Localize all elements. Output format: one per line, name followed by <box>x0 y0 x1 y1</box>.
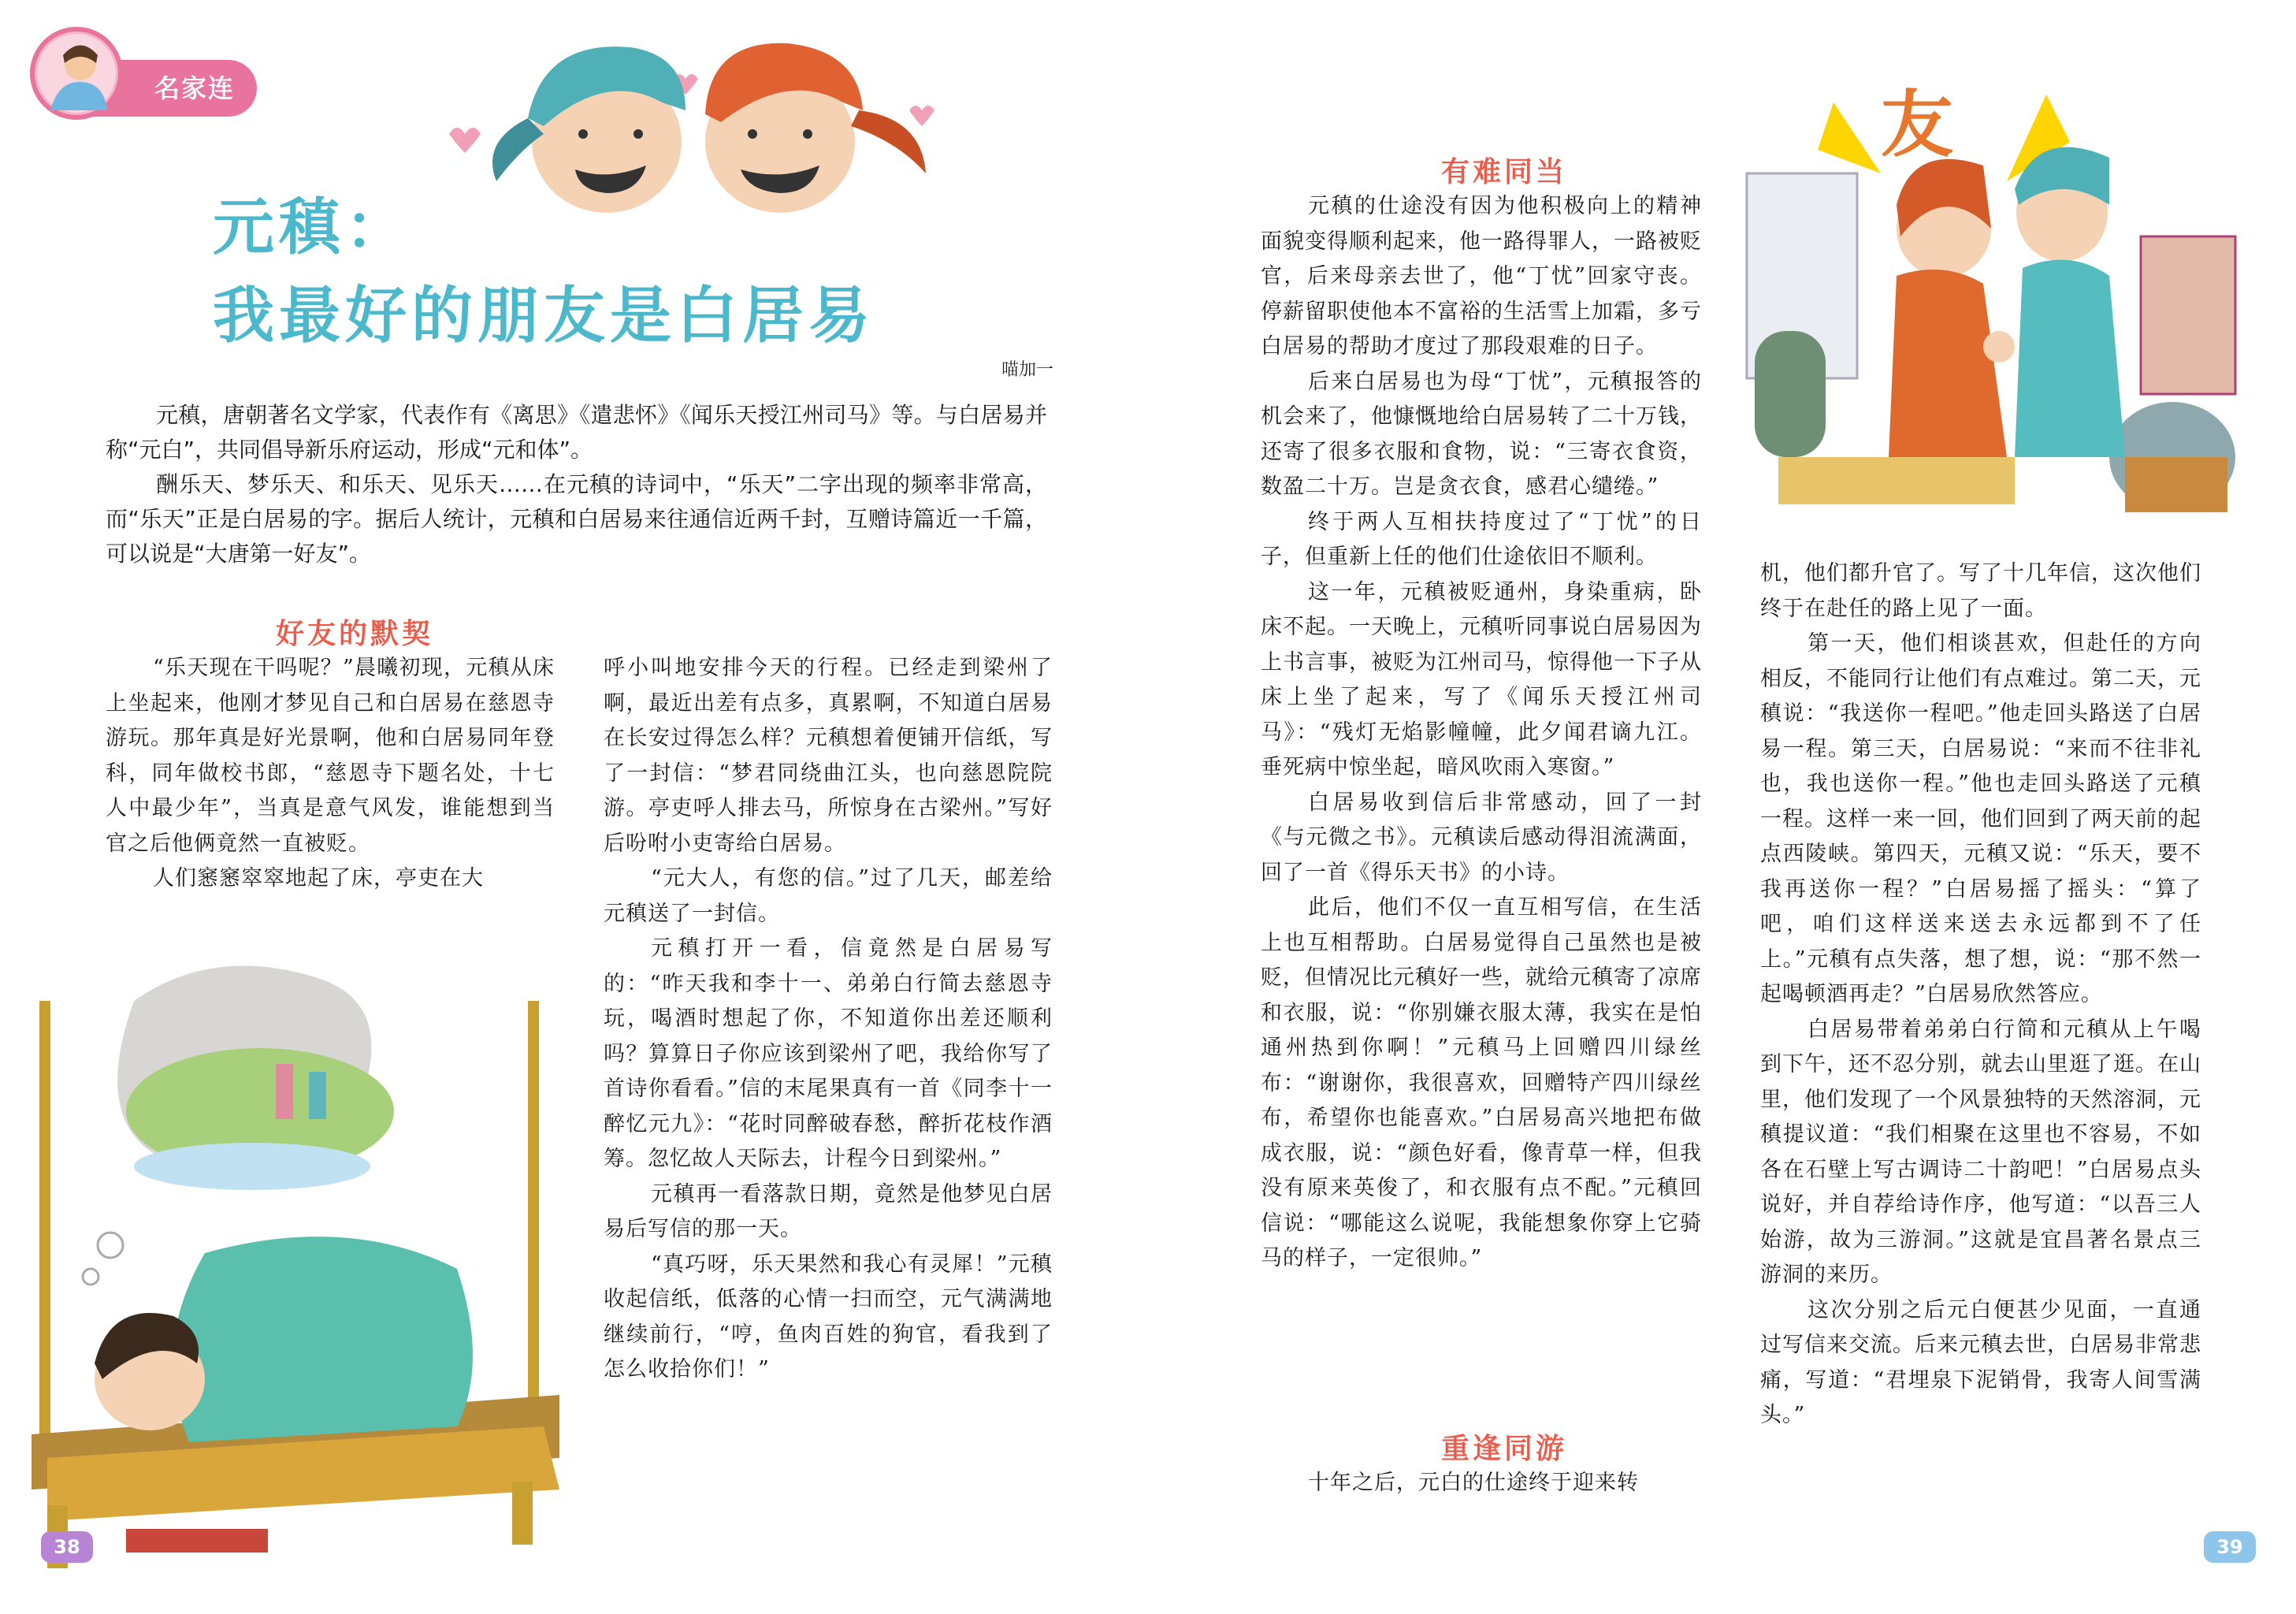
author-name: 喵加一 <box>1001 360 1053 380</box>
badge-avatar-icon <box>30 27 123 120</box>
section-heading-hardship: 有难同当 <box>1441 156 1568 188</box>
paragraph: “乐天现在干吗呢？”晨曦初现，元稹从床上坐起来，他刚才梦见自己和白居易在慈恩寺游玩。那年真是好光景啊，他和白居易同年登科，同年做校书郎，“慈恩寺下题名处，十七人中最少年”，当真是意气风发，谁能想到当官之后他俩竟然一直被贬。 <box>106 656 555 856</box>
text-column-3 <box>1261 189 1702 1277</box>
right-page <box>1148 0 2296 1614</box>
section-badge-label: 名家连线 <box>76 60 257 117</box>
header-illustration <box>449 24 938 260</box>
article-title-line2: 我最好的朋友是白居易 <box>213 281 875 351</box>
text-column-2 <box>604 651 1053 1388</box>
paragraph: 呼小叫地安排今天的行程。已经走到梁州了啊，最近出差有点多，真累啊，不知道白居易在长安过得怎么样？元稹想着便铺开信纸，写了一封信：“梦君同绕曲江头，也向慈恩院院游。亭吏呼人排去马，所惊身在古梁州。”写好后吩咐小吏寄给白居易。 <box>604 656 1053 856</box>
intro-paragraph: 元稹，唐朝著名文学家，代表作有《离思》《遣悲怀》《闻乐天授江州司马》等。与白居易并称“元白”，共同倡导新乐府运动，形成“元和体”。 <box>106 402 1047 463</box>
page-number-right: 39 <box>2204 1531 2256 1563</box>
paragraph: “真巧呀，乐天果然和我心有灵犀！”元稹收起信纸，低落的心情一扫而空，元气满满地继续前行，“哼，鱼肉百姓的狗官，看我到了怎么收拾你们！” <box>604 1251 1053 1382</box>
dreaming-bed-illustration <box>16 954 567 1576</box>
section-badge <box>30 27 260 160</box>
friends-handshake-illustration <box>1731 47 2251 552</box>
paragraph: 终于两人互相扶持度过了“丁忧”的日子，但重新上任的他们仕途依旧不顺利。 <box>1261 509 1702 569</box>
paragraph: 后来白居易也为母“丁忧”，元稹报答的机会来了，他慷慨地给白居易转了二十万钱，还寄了很多衣服和食物，说：“三寄衣食资，数盈二十万。岂是贪衣食，感君心缱绻。” <box>1261 369 1702 499</box>
paragraph: “元大人，有您的信。”过了几天，邮差给元稹送了一封信。 <box>604 866 1053 926</box>
paragraph: 白居易收到信后非常感动，回了一封《与元微之书》。元稹读后感动得泪流满面，回了一首《得乐天书》的小诗。 <box>1261 790 1702 885</box>
paragraph: 这次分别之后元白便甚少见面，一直通过写信来交流。后来元稹去世，白居易非常悲痛，写道：“君埋泉下泥销骨，我寄人间雪满头。” <box>1760 1297 2201 1427</box>
intro-paragraph: 酬乐天、梦乐天、和乐天、见乐天……在元稹的诗词中，“乐天”二字出现的频率非常高，而“乐天”正是白居易的字。据后人统计，元稹和白居易来往通信近两千封，互赠诗篇近一千篇，可以说是“大唐第一好友”。 <box>106 471 1047 567</box>
article-title-line1: 元稹： <box>213 192 412 263</box>
text-column-4 <box>1760 556 2201 1434</box>
section-heading-tacit: 好友的默契 <box>276 618 434 650</box>
paragraph: 元稹的仕途没有因为他积极向上的精神面貌变得顺利起来，他一路得罪人，一路被贬官，后来母亲去世了，他“丁忧”回家守丧。停薪留职使他本不富裕的生活雪上加霜，多亏白居易的帮助才度过了那段艰难的日子。 <box>1261 194 1702 359</box>
paragraph: 十年之后，元白的仕途终于迎来转 <box>1308 1471 1639 1495</box>
illustration-friend-char: 友 <box>1881 83 1954 167</box>
paragraph: 机，他们都升官了。写了十几年信，这次他们终于在赴任的路上见了一面。 <box>1760 561 2201 621</box>
text-column-3-tail <box>1261 1466 1702 1501</box>
paragraph: 元稹打开一看，信竟然是白居易写的：“昨天我和李十一、弟弟白行简去慈恩寺玩，喝酒时想起了你，不知道你出差还顺利吗？算算日子你应该到梁州了吧，我给你写了首诗你看看。”信的末尾果真有一首《同李十一醉忆元九》：“花时同醉破春愁，醉折花枝作酒筹。忽忆故人天际去，计程今日到梁州。” <box>604 936 1053 1171</box>
paragraph: 此后，他们不仅一直互相写信，在生活上也互相帮助。白居易觉得自己虽然也是被贬，但情况比元稹好一些，就给元稹寄了凉席和衣服，说：“你别嫌衣服太薄，我实在是怕通州热到你啊！”元稹马上回赠四川绿丝布：“谢谢你，我很喜欢，回赠特产四川绿丝布，希望你也能喜欢。”白居易高兴地把布做成衣服，说：“颜色好看，像青草一样，但我没有原来英俊了，和衣服有点不配。”元稹回信说：“哪能这么说呢，我能想象你穿上它骑马的样子，一定很帅。” <box>1261 895 1702 1270</box>
intro-text <box>106 398 1047 571</box>
page-number-left: 38 <box>41 1531 93 1563</box>
paragraph: 这一年，元稹被贬通州，身染重病，卧床不起。一天晚上，元稹听同事说白居易因为上书言事，被贬为江州司马，惊得他一下子从床上坐了起来，写了《闻乐天授江州司马》：“残灯无焰影幢幢，此夕闻君谪九江。垂死病中惊坐起，暗风吹雨入寒窗。” <box>1261 579 1702 779</box>
paragraph: 人们窸窸窣窣地起了床，亭吏在大 <box>153 866 484 891</box>
section-heading-reunion: 重逢同游 <box>1441 1433 1568 1465</box>
text-column-1 <box>106 651 555 897</box>
paragraph: 元稹再一看落款日期，竟然是他梦见白居易后写信的那一天。 <box>604 1181 1053 1241</box>
paragraph: 第一天，他们相谈甚欢，但赴任的方向相反，不能同行让他们有点难过。第二天，元稹说：“我送你一程吧。”他走回头路送了白居易一程。第三天，白居易说：“来而不往非礼也，我也送你一程。”他也走回头路送了元稹一程。这样一来一回，他们回到了两天前的起点西陵峡。第四天，元稹又说：“乐天，要不我再送你一程？”白居易摇了摇头：“算了吧，咱们这样送来送去永远都到不了任上。”元稹有点失落，想了想，说：“那不然一起喝顿酒再走？”白居易欣然答应。 <box>1760 631 2201 1006</box>
paragraph: 白居易带着弟弟白行简和元稹从上午喝到下午，还不忍分别，就去山里逛了逛。在山里，他们发现了一个风景独特的天然溶洞，元稹提议道：“我们相聚在这里也不容易，不如各在石壁上写古调诗二十韵吧！”白居易点头说好，并自荐给诗作序，他写道：“以吾三人始游，故为三游洞。”这就是宜昌著名景点三游洞的来历。 <box>1760 1017 2201 1287</box>
